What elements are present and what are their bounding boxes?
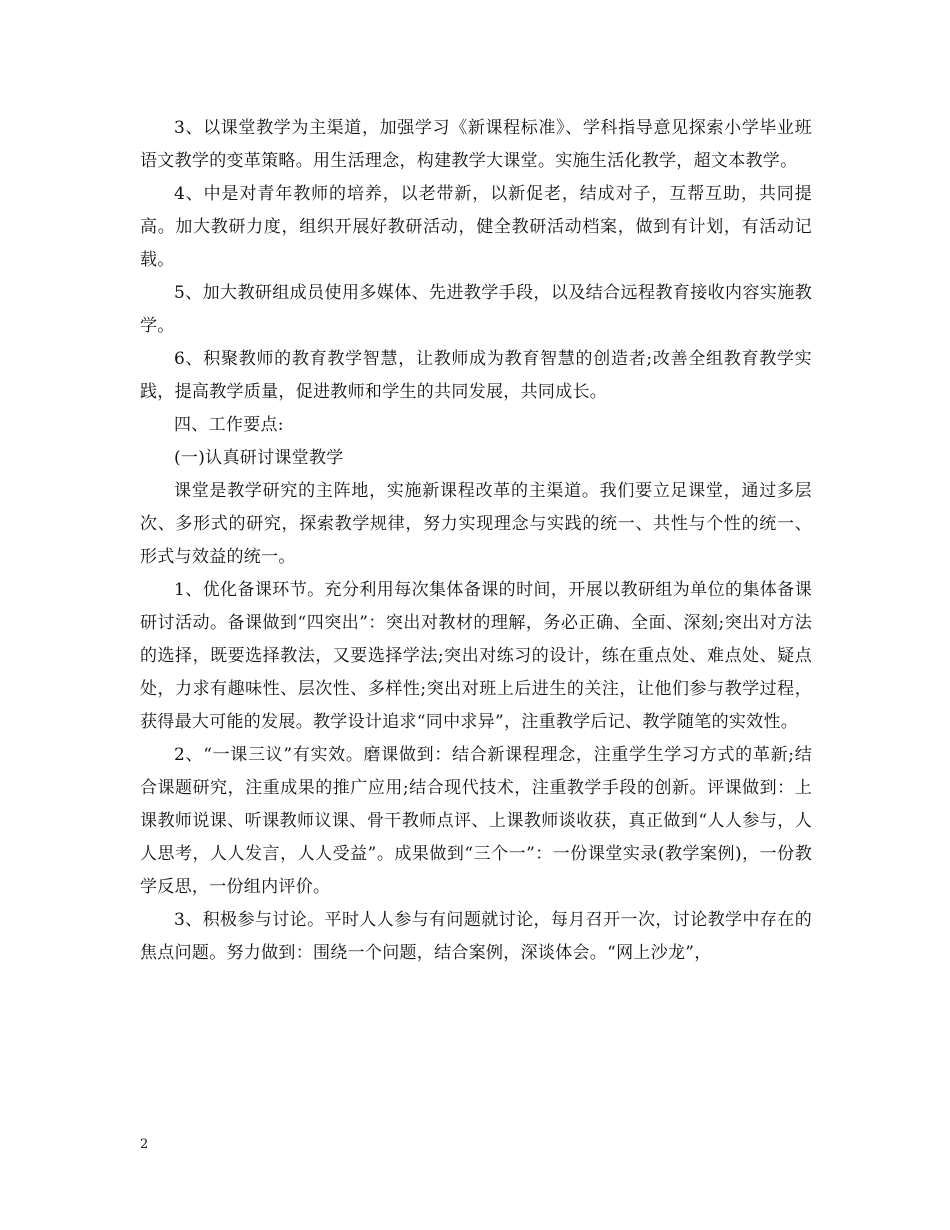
page-number: 2: [140, 1137, 149, 1152]
paragraph-item-4: 4、中是对青年教师的培养，以老带新，以新促老，结成对子，互帮互助，共同提高。加大教研力度，组织开展好教研活动，健全教研活动档案，做到有计划，有活动记载。: [140, 184, 812, 270]
paragraph-point-2: 2、“一课三议”有实效。磨课做到：结合新课程理念，注重学生学习方式的革新;结合课题研究，注重成果的推广应用;结合现代技术，注重教学手段的创新。评课做到：上课教师说课、听课教师议课、骨干教师点评、上课教师谈收获，真正做到“人人参与，人人思考，人人发言，人人受益”。成果做到“三个一”：一份课堂实录(教学案例)，一份教学反思，一份组内评价。: [140, 745, 812, 897]
paragraph-item-3: 3、以课堂教学为主渠道，加强学习《新课程标准》、学科指导意见探索小学毕业班语文教学的变革策略。用生活理念，构建教学大课堂。实施生活化教学，超文本教学。: [140, 118, 812, 171]
subsection-heading-classroom: (一)认真研讨课堂教学: [174, 448, 344, 468]
document-body: [140, 112, 812, 970]
paragraph-point-3: 3、积极参与讨论。平时人人参与有问题就讨论，每月召开一次，讨论教学中存在的焦点问题。努力做到：围绕一个问题，结合案例，深谈体会。“网上沙龙”，: [140, 910, 812, 963]
paragraph-classroom-intro: 课堂是教学研究的主阵地，实施新课程改革的主渠道。我们要立足课堂，通过多层次、多形式的研究，探索教学规律，努力实现理念与实践的统一、共性与个性的统一、形式与效益的统一。: [140, 481, 812, 567]
paragraph-point-1: 1、优化备课环节。充分利用每次集体备课的时间，开展以教研组为单位的集体备课研讨活动。备课做到“四突出”：突出对教材的理解，务必正确、全面、深刻;突出对方法的选择，既要选择教法，又要选择学法;突出对练习的设计，练在重点处、难点处、疑点处，力求有趣味性、层次性、多样性;突出对班上后进生的关注，让他们参与教学过程，获得最大可能的发展。教学设计追求“同中求异”，注重教学后记、教学随笔的实效性。: [140, 580, 812, 732]
paragraph-item-6: 6、积聚教师的教育教学智慧，让教师成为教育智慧的创造者;改善全组教育教学实践，提高教学质量，促进教师和学生的共同发展，共同成长。: [140, 349, 812, 402]
section-heading-work-points: 四、工作要点:: [174, 415, 284, 435]
paragraph-item-5: 5、加大教研组成员使用多媒体、先进教学手段，以及结合远程教育接收内容实施教学。: [140, 283, 812, 336]
